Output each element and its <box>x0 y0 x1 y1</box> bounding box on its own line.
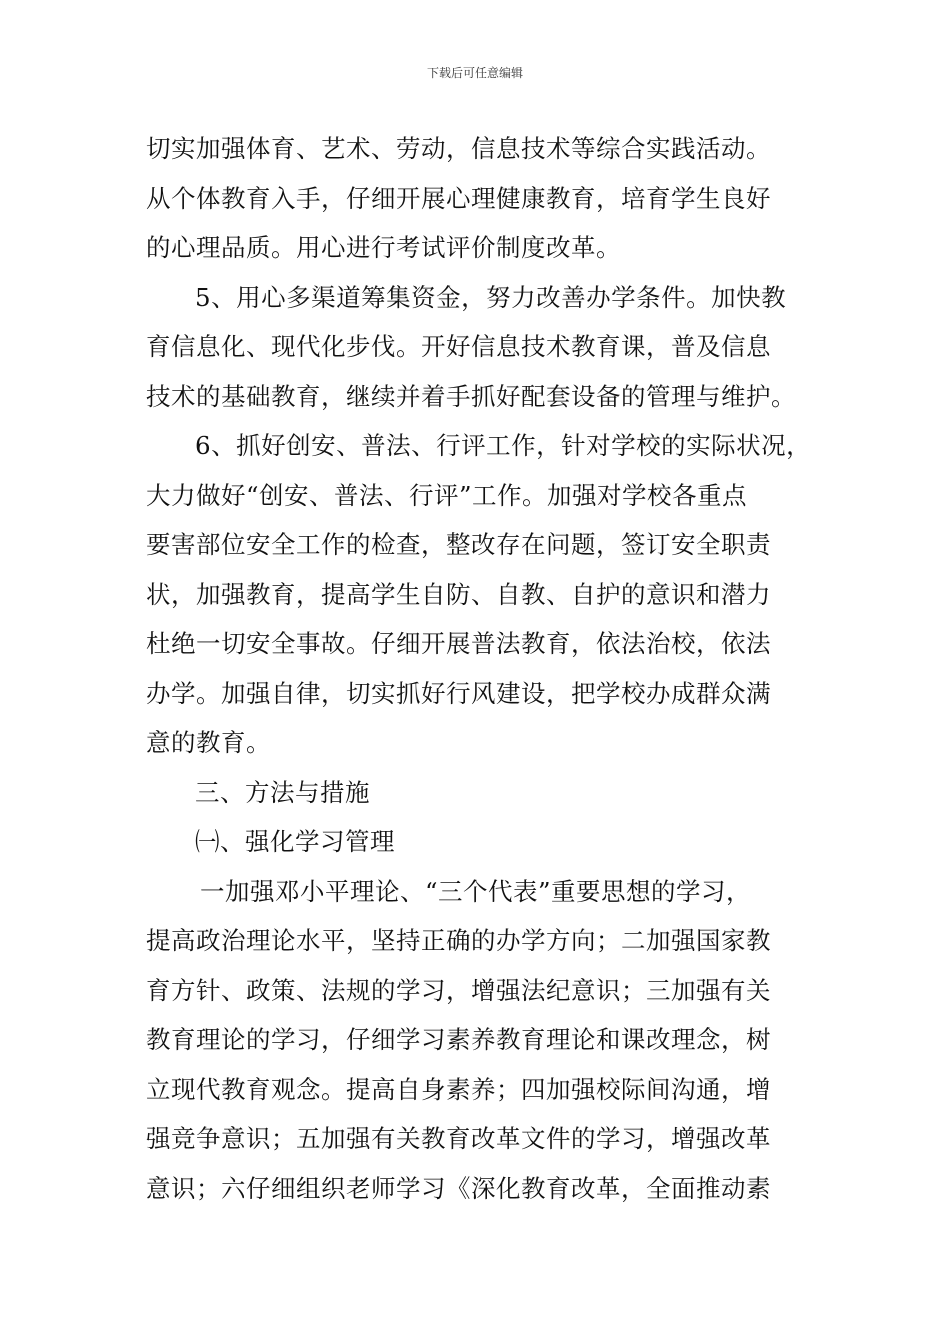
text-line: 提高政治理论水平，坚持正确的办学方向；二加强国家教 <box>146 926 771 955</box>
paragraph-start-line: 一加强邓小平理论、“三个代表”重要思想的学习， <box>200 876 752 906</box>
text-line: 大力做好“创安、普法、行评”工作。加强对学校各重点 <box>146 480 748 510</box>
text-line: 立现代教育观念。提高自身素养；四加强校际间沟通，增 <box>146 1074 771 1104</box>
text-line: 切实加强体育、艺术、劳动，信息技术等综合实践活动。 <box>146 134 771 163</box>
text-line: 的心理品质。用心进行考试评价制度改革。 <box>146 233 621 262</box>
text-line: 意的教育。 <box>146 728 271 757</box>
text-line: 意识；六仔细组织老师学习《深化教育改革，全面推动素 <box>146 1173 771 1203</box>
text-line: 状，加强教育，提高学生自防、自教、自护的意识和潜力 <box>146 579 771 609</box>
text-line: 从个体教育入手，仔细开展心理健康教育，培育学生良好 <box>146 183 771 213</box>
text-line: 育方针、政策、法规的学习，增强法纪意识；三加强有关 <box>146 975 771 1005</box>
text-line: 要害部位安全工作的检查，整改存在问题，签订安全职责 <box>146 530 771 559</box>
section-heading: 三、方法与措施 <box>195 777 370 807</box>
text-line: 强竞争意识；五加强有关教育改革文件的学习，增强改革 <box>146 1124 771 1153</box>
paragraph-start-line: 6、抓好创安、普法、行评工作，针对学校的实际状况， <box>195 431 812 460</box>
page-header: 下载后可任意编辑 <box>426 66 523 80</box>
subsection-heading: ㈠、强化学习管理 <box>195 827 395 856</box>
text-line: 教育理论的学习，仔细学习素养教育理论和课改理念，树 <box>146 1025 771 1054</box>
text-line: 技术的基础教育，继续并着手抓好配套设备的管理与维护。 <box>146 381 796 411</box>
document-body <box>146 124 816 1213</box>
text-line: 育信息化、现代化步伐。开好信息技术教育课，普及信息 <box>146 332 771 361</box>
paragraph-start-line: 5、用心多渠道筹集资金，努力改善办学条件。加快教 <box>195 282 787 312</box>
text-line: 办学。加强自律，切实抓好行风建设，把学校办成群众满 <box>146 678 771 708</box>
text-line: 杜绝一切安全事故。仔细开展普法教育，依法治校，依法 <box>146 629 771 658</box>
